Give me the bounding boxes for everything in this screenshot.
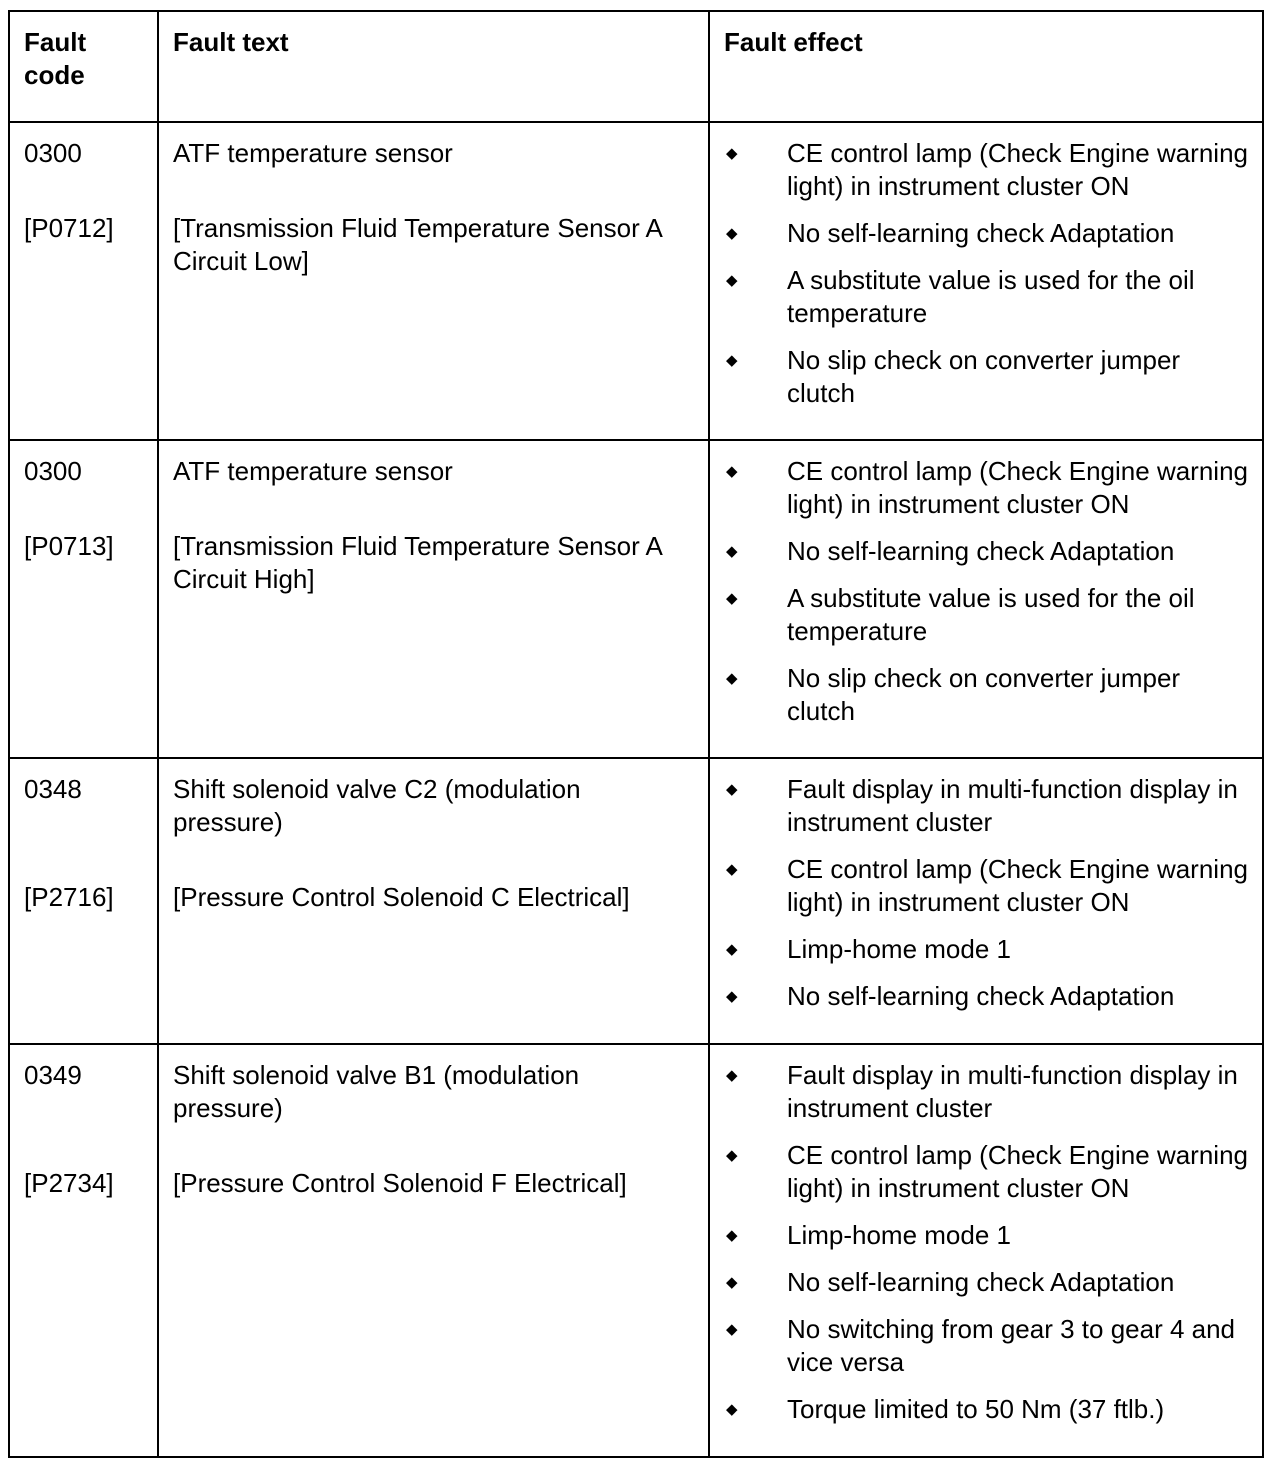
- obd-description: [Pressure Control Solenoid C Electrical]: [173, 882, 630, 912]
- obd-description: [Transmission Fluid Temperature Sensor A Circuit High]: [173, 531, 662, 594]
- diamond-bullet-icon: ◆: [726, 1321, 738, 1338]
- fault-text: ATF temperature sensor: [173, 138, 453, 168]
- fault-text: ATF temperature sensor: [173, 456, 453, 486]
- effect-item: ◆ No self-learning check Adaptation: [726, 1267, 1175, 1297]
- diamond-bullet-icon: ◆: [726, 781, 738, 798]
- diamond-bullet-icon: ◆: [726, 1401, 738, 1418]
- effect-item: ◆ Torque limited to 50 Nm (37 ftlb.): [726, 1394, 1165, 1424]
- fault-effect-cell: [709, 440, 1263, 758]
- header-fault-code: Fault code: [9, 11, 158, 122]
- diamond-bullet-icon: ◆: [726, 463, 738, 480]
- diamond-bullet-icon: ◆: [726, 272, 738, 289]
- obd-description: [Pressure Control Solenoid F Electrical]: [173, 1168, 627, 1198]
- diamond-bullet-icon: ◆: [726, 670, 738, 687]
- effect-item: ◆ No slip check on converter jumper clutch: [726, 663, 1181, 726]
- diamond-bullet-icon: ◆: [726, 941, 738, 958]
- fault-code: 0349: [24, 1060, 82, 1090]
- effect-item: ◆ Fault display in multi-function display in instrument cluster: [726, 774, 1238, 837]
- table-row: [9, 122, 1263, 440]
- fault-code-cell: [9, 1044, 158, 1457]
- effect-list: [724, 773, 1248, 1013]
- fault-effect-cell: [709, 758, 1263, 1044]
- diamond-bullet-icon: ◆: [726, 861, 738, 878]
- fault-text-cell: [158, 1044, 709, 1457]
- fault-text: Shift solenoid valve C2 (modulation pressure): [173, 774, 581, 837]
- diamond-bullet-icon: ◆: [726, 225, 738, 242]
- effect-item: ◆ No self-learning check Adaptation: [726, 536, 1175, 566]
- fault-effect-cell: [709, 1044, 1263, 1457]
- fault-code-cell: [9, 758, 158, 1044]
- obd-code: [P2734]: [24, 1168, 114, 1198]
- diamond-bullet-icon: ◆: [726, 590, 738, 607]
- fault-effect-cell: [709, 122, 1263, 440]
- effect-list: [724, 137, 1248, 410]
- header-fault-text: Fault text: [158, 11, 709, 122]
- effect-item: ◆ CE control lamp (Check Engine warning light) in instrument cluster ON: [726, 1140, 1248, 1203]
- fault-text: Shift solenoid valve B1 (modulation pressure): [173, 1060, 580, 1123]
- fault-code-cell: [9, 440, 158, 758]
- table-row: [9, 1044, 1263, 1457]
- obd-description: [Transmission Fluid Temperature Sensor A Circuit Low]: [173, 213, 662, 276]
- effect-item: ◆ A substitute value is used for the oil temperature: [726, 583, 1195, 646]
- fault-code: 0300: [24, 456, 82, 486]
- effect-item: ◆ CE control lamp (Check Engine warning light) in instrument cluster ON: [726, 854, 1248, 917]
- effect-item: ◆ CE control lamp (Check Engine warning light) in instrument cluster ON: [726, 456, 1248, 519]
- fault-code-cell: [9, 122, 158, 440]
- fault-text-cell: [158, 440, 709, 758]
- effect-item: ◆ No slip check on converter jumper clutch: [726, 345, 1181, 408]
- effect-item: ◆ No self-learning check Adaptation: [726, 218, 1175, 248]
- diamond-bullet-icon: ◆: [726, 988, 738, 1005]
- obd-code: [P0713]: [24, 531, 114, 561]
- diamond-bullet-icon: ◆: [726, 1147, 738, 1164]
- diamond-bullet-icon: ◆: [726, 1274, 738, 1291]
- header-fault-effect: Fault effect: [709, 11, 1263, 122]
- table-row: [9, 440, 1263, 758]
- effect-item: ◆ CE control lamp (Check Engine warning light) in instrument cluster ON: [726, 138, 1248, 201]
- effect-item: ◆ Limp-home mode 1: [726, 1220, 1011, 1250]
- fault-code: 0348: [24, 774, 82, 804]
- diamond-bullet-icon: ◆: [726, 543, 738, 560]
- obd-code: [P2716]: [24, 882, 114, 912]
- effect-item: ◆ No self-learning check Adaptation: [726, 981, 1175, 1011]
- fault-text-cell: [158, 758, 709, 1044]
- table-row: [9, 758, 1263, 1044]
- header-row: [9, 11, 1263, 122]
- effect-list: [724, 455, 1248, 728]
- diamond-bullet-icon: ◆: [726, 1227, 738, 1244]
- diamond-bullet-icon: ◆: [726, 1067, 738, 1084]
- effect-list: [724, 1059, 1248, 1426]
- fault-text-cell: [158, 122, 709, 440]
- effect-item: ◆ Limp-home mode 1: [726, 934, 1011, 964]
- obd-code: [P0712]: [24, 213, 114, 243]
- effect-item: ◆ Fault display in multi-function display in instrument cluster: [726, 1060, 1238, 1123]
- effect-item: ◆ No switching from gear 3 to gear 4 and vice versa: [726, 1314, 1236, 1377]
- diamond-bullet-icon: ◆: [726, 352, 738, 369]
- diamond-bullet-icon: ◆: [726, 145, 738, 162]
- fault-table: [8, 10, 1264, 1458]
- effect-item: ◆ A substitute value is used for the oil temperature: [726, 265, 1195, 328]
- fault-code: 0300: [24, 138, 82, 168]
